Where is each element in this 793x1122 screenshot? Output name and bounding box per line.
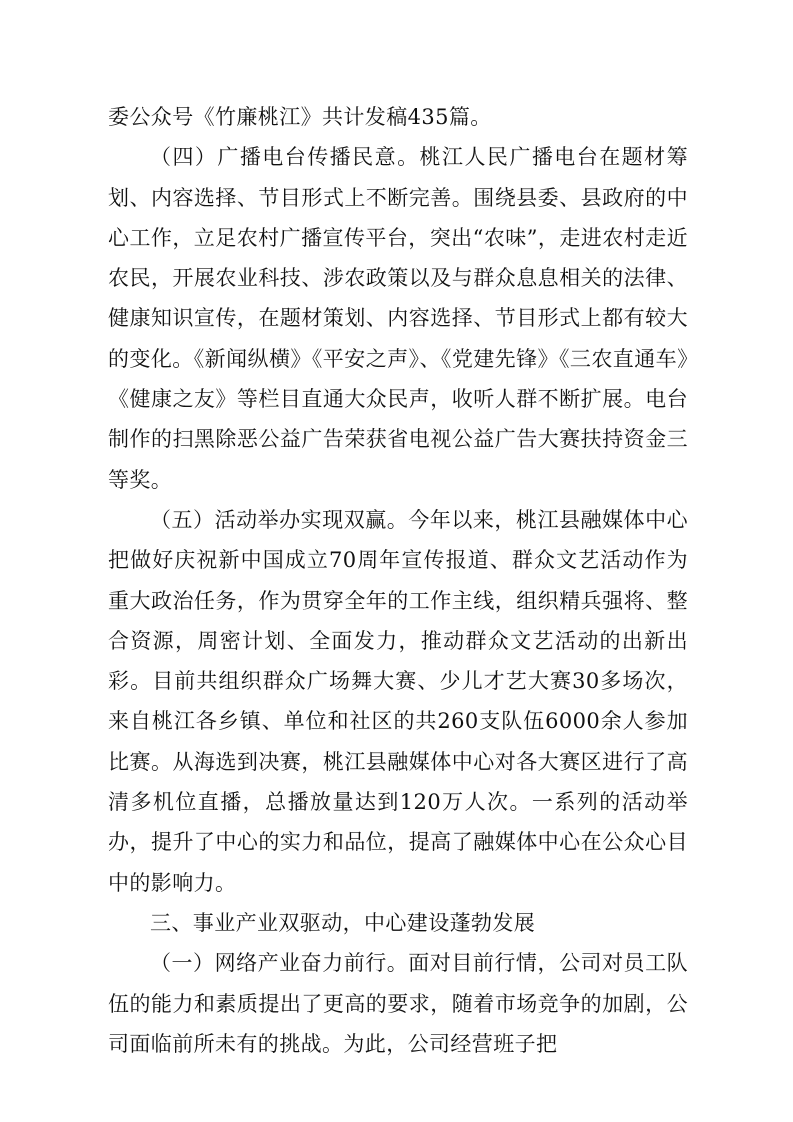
paragraph-continued: 委公众号《竹廉桃江》共计发稿435篇。	[108, 105, 492, 129]
paragraph-activities: （五）活动举办实现双赢。今年以来，桃江县融媒体中心把做好庆祝新中国成立70周年宣传报道、群众文艺活动作为重大政治任务，作为贯穿全年的工作主线，组织精兵强将、整合资源，周密计划、全面发力，推动群众文艺活动的出新出彩。目前共组织群众广场舞大赛、少儿才艺大赛30多场次，来自桃江各乡镇、单位和社区的共260支队伍6000余人参加比赛。从海选到决赛，桃江县融媒体中心对各大赛区进行了高清多机位直播，总播放量达到120万人次。一系列的活动举办，提升了中心的实力和品位，提高了融媒体中心在公众心目中的影响力。	[108, 507, 688, 895]
paragraph-broadcast: （四）广播电台传播民意。桃江人民广播电台在题材筹划、内容选择、节目形式上不断完善。围绕县委、县政府的中心工作，立足农村广播宣传平台，突出“农味”，走进农村走近农民，开展农业科技、涉农政策以及与群众息息相关的法律、健康知识宣传，在题材策划、内容选择、节目形式上都有较大的变化。《新闻纵横》《平安之声》、《党建先锋》《三农直通车》《健康之友》等栏目直通大众民声，收听人群不断扩展。电台制作的扫黑除恶公益广告荣获省电视公益广告大赛扶持资金三等奖。	[108, 145, 688, 492]
paragraph-network-industry: （一）网络产业奋力前行。面对目前行情，公司对员工队伍的能力和素质提出了更高的要求，随着市场竞争的加剧，公司面临前所未有的挑战。为此，公司经营班子把	[108, 951, 688, 1056]
section-heading: 三、事业产业双驱动，中心建设蓬勃发展	[150, 910, 536, 935]
document-body	[108, 97, 688, 1064]
